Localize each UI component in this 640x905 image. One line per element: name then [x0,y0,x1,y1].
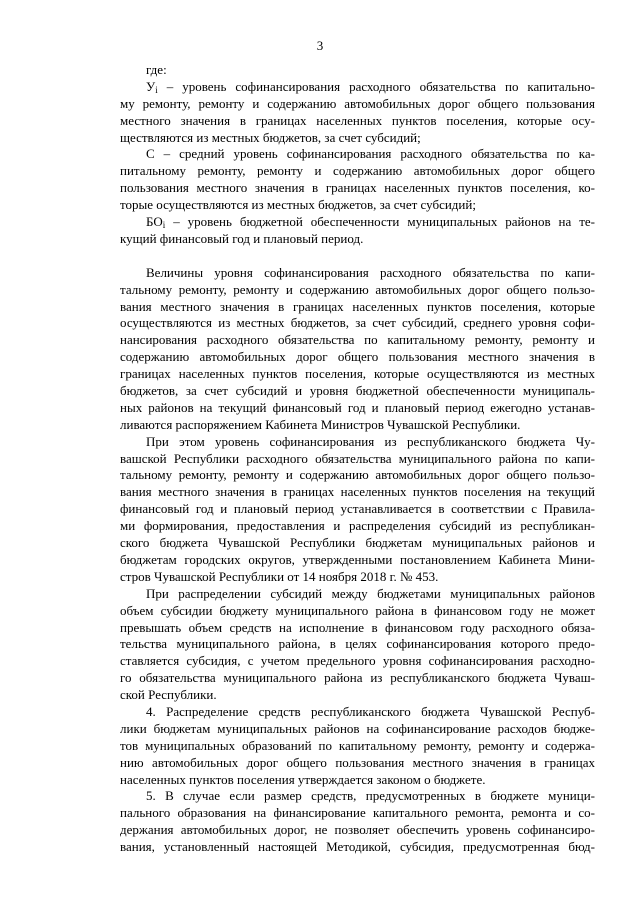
definition-text: торые осуществляются из местных бюджетов, за счет субсидий; [120,197,476,213]
paragraph-line: вания, установленный настоящей Методикой, субсидия, предусмотренная бюд- [120,839,595,855]
definition-symbol: С [146,146,155,162]
paragraph-line: превышать объем средств на исполнение в финансовом году расходного обяза- [120,619,595,635]
definition-text: – уровень софинансирования расходного обязательства по капитально- [157,78,595,94]
paragraph-line: ных районов на текущий финансовый год и плановый период ежегодно устанав- [120,399,595,415]
paragraph-line: объем субсидии бюджету муниципального района в финансовом году не может [120,602,595,618]
paragraph-line: Величины уровня софинансирования расходного обязательства по капи- [146,264,595,280]
definition-symbol-index: i [162,220,166,231]
paragraph-line: вашской Республики расходного обязательства муниципального района по капи- [120,450,595,466]
paragraph-line: границах населенных пунктов поселения, которые осуществляются из местных [120,366,595,382]
paragraph-line: бюджетов, за счет субсидий и уровня бюджетной обеспеченности муниципаль- [120,383,595,399]
paragraph-line: ливаются распоряжением Кабинета Министров Чувашской Республики. [120,416,521,432]
section-gap [120,248,595,265]
definition-text: му ремонту, ремонту и содержанию автомобильных дорог общего пользования [120,95,595,111]
definition-text: кущий финансовый год и плановый период. [120,230,364,246]
definition-symbol-index: i [155,84,158,95]
paragraph-line: 5. В случае если размер средств, предусмотренных в бюджете муници- [146,788,595,804]
definition-text: местного значения в границах населенных пунктов поселения, которые осу- [120,112,595,128]
definition-symbol: БО [146,214,163,230]
definition-line [120,130,595,147]
paragraph-line: нансирования расходного обязательства по капитальному ремонту, ремонту и [120,332,595,348]
paragraph [120,265,595,434]
paragraph-line: ской Республики. [120,687,217,703]
paragraph [120,586,595,704]
paragraph [120,704,595,788]
paragraph-line: вания местного значения в границах населенных пунктов поселения на текущий [120,484,595,500]
definition-line [120,197,595,214]
paragraph-line: тельства муниципального района, в целях софинансирования которого предо- [120,636,595,652]
paragraph [120,788,595,856]
document-body [120,62,595,856]
paragraph-line: При этом уровень софинансирования из республиканского бюджета Чу- [146,433,595,449]
paragraph-line: тальному ремонту, ремонту и содержанию автомобильных дорог общего пользо- [120,281,595,297]
definition-text: пользования местного значения в границах населенных пунктов поселения, ко- [120,180,595,196]
definition-line [120,214,595,231]
paragraph-line: держания автомобильных дорог, не позволяет обеспечить уровень софинансиро- [120,822,595,838]
paragraph-line: ского бюджета Чувашской Республики бюджетам муниципальных районов и [120,535,595,551]
definition-item [120,146,595,214]
paragraph-line: содержанию автомобильных дорог общего пользования местного значения в [120,349,595,365]
paragraph-line: ми формирования, предоставления и распределения субсидий из республикан- [120,518,595,534]
definition-item [120,79,595,147]
paragraph-line: тов муниципальных образований по капитальному ремонту, ремонту и содержа- [120,737,595,753]
paragraph-line: бюджетам городских округов, утвержденными постановлением Кабинета Мини- [120,551,595,567]
definition-symbol: У [146,78,156,94]
paragraph-line: При распределении субсидий между бюджетами муниципальных районов [146,585,595,601]
definitions-intro: где: [146,62,167,77]
paragraph-line: тальному ремонту, ремонту и содержанию автомобильных дорог общего пользо- [120,467,595,483]
paragraph-line: лики бюджетам муниципальных районов на софинансирование расходов бюдже- [120,720,595,736]
paragraph-line: населенных пунктов поселения утверждается законом о бюджете. [120,771,486,787]
page-number: 3 [316,38,324,53]
paragraph-line: 4. Распределение средств республиканского бюджета Чувашской Респуб- [146,703,595,719]
paragraph-line: пального образования на финансирование капитального ремонта, ремонта и со- [120,805,595,821]
definition-text: ществляются из местных бюджетов, за счет субсидий; [120,129,421,145]
definition-text: питальному ремонту, ремонту и содержанию автомобильных дорог общего [120,163,595,179]
paragraph-line: ставляется субсидия, с учетом предельного уровня софинансирования расходно- [120,653,595,669]
definition-line [120,180,595,197]
paragraph-line: вания местного значения в границах населенных пунктов поселения, которые [120,298,595,314]
paragraph [120,434,595,586]
definition-line [120,113,595,130]
definition-line [120,146,595,163]
paragraph-line: стров Чувашской Республики от 14 ноября 2018 г. № 453. [120,568,439,584]
paragraph-line: осуществляются из местных бюджетов, за счет субсидий, среднего уровня софи- [120,315,595,331]
definition-line [120,96,595,113]
paragraph-line: нию автомобильных дорог общего пользования местного значения в границах [120,754,595,770]
definition-line [120,163,595,180]
paragraph-line: финансовый год и плановый период устанавливается в соответствии с Правила- [120,501,595,517]
definition-text: – средний уровень софинансирования расходного обязательства по ка- [154,146,595,162]
definition-item [120,214,595,248]
definition-line [120,79,595,96]
paragraph-line: го обязательства муниципального района из республиканского бюджета Чуваш- [120,670,595,686]
definition-text: – уровень бюджетной обеспеченности муниципальных районов на те- [165,214,595,230]
definition-line [120,231,595,248]
